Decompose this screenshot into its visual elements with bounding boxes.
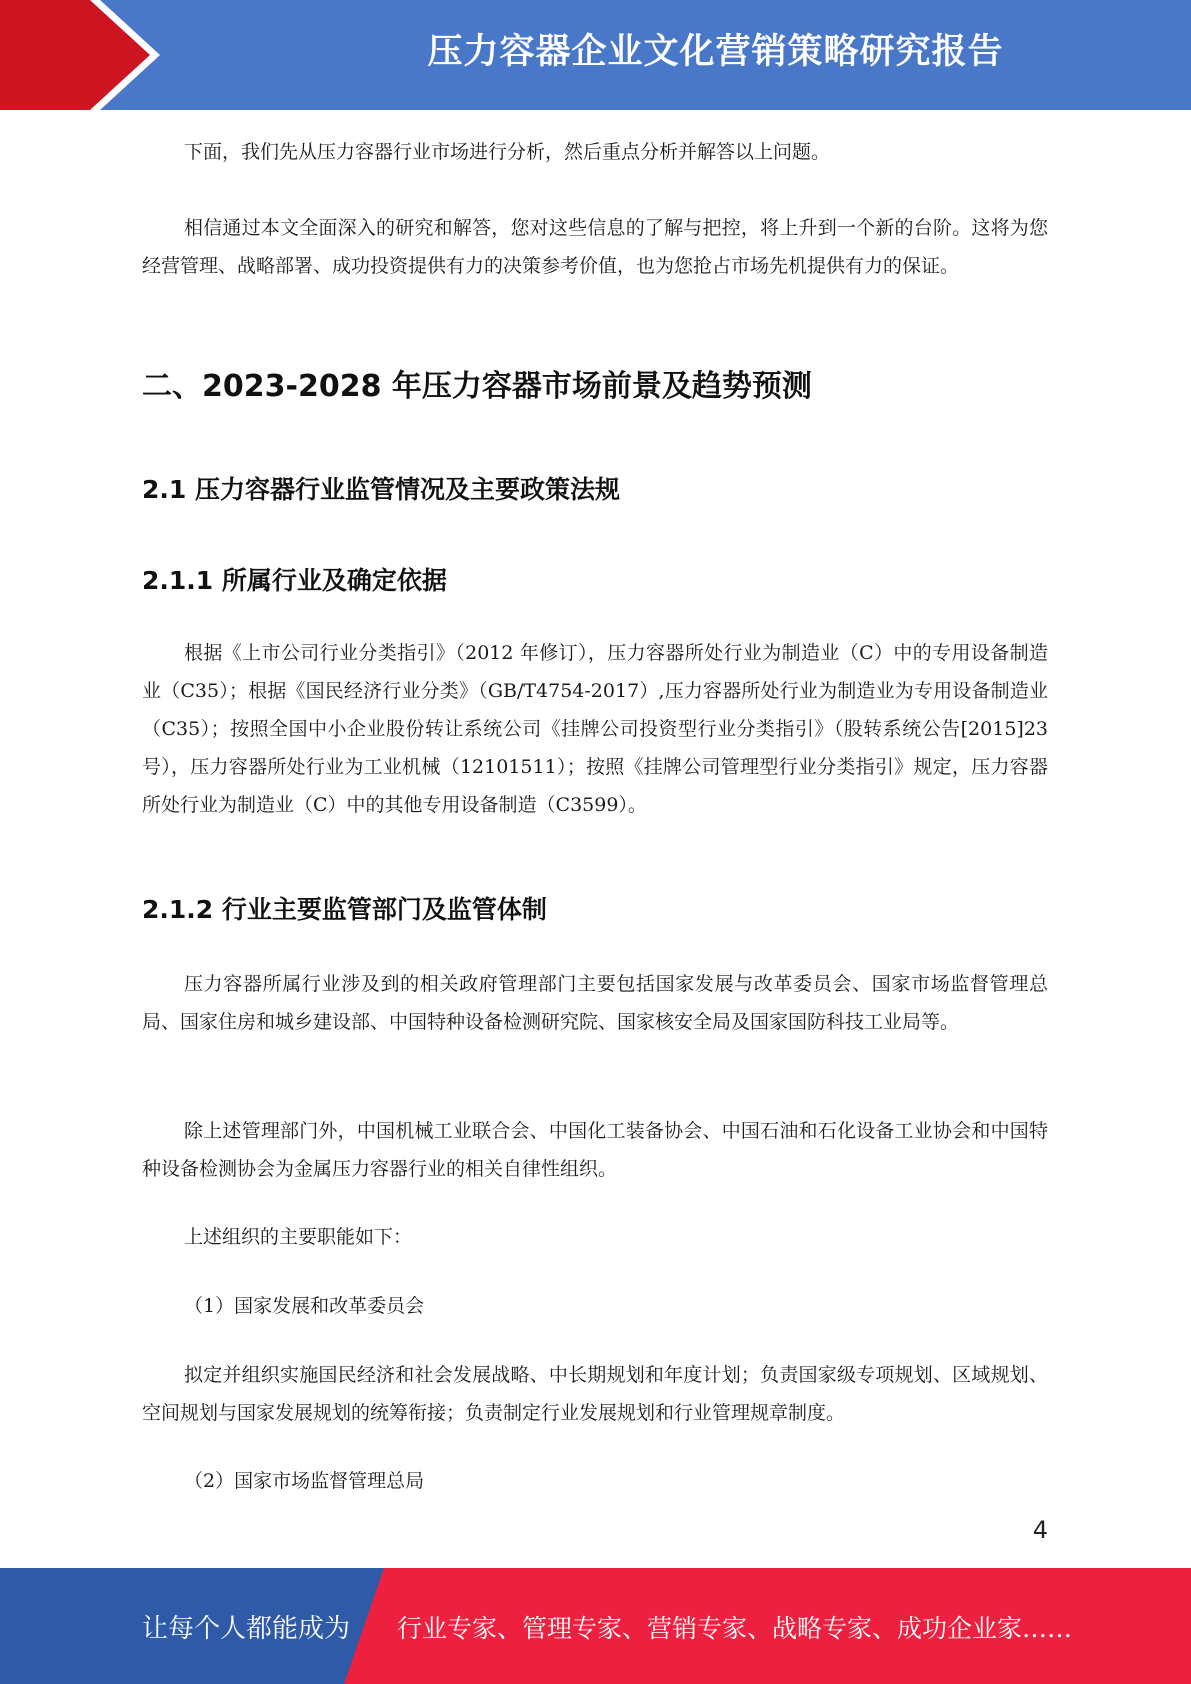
page-number: 4 bbox=[1032, 1516, 1048, 1544]
paragraph-functions-intro: 上述组织的主要职能如下： bbox=[184, 1226, 413, 1248]
footer-banner bbox=[0, 1568, 1191, 1684]
footer-slogan-left: 让每个人都能成为 bbox=[142, 1614, 351, 1644]
section-heading: 二、2023-2028 年压力容器市场前景及趋势预测 bbox=[142, 369, 812, 404]
footer-slogan-right: 行业专家、管理专家、营销专家、战略专家、成功企业家…… bbox=[397, 1614, 1073, 1643]
list-item-ndrc: （1）国家发展和改革委员会 bbox=[184, 1295, 425, 1317]
header-arrow-decoration bbox=[0, 0, 160, 110]
subsection-heading: 2.1 压力容器行业监管情况及主要政策法规 bbox=[142, 475, 620, 504]
paragraph-benefit: 相信通过本文全面深入的研究和解答，您对这些信息的了解与把控，将上升到一个新的台阶。这将为您经营管理、战略部署、成功投资提供有力的决策参考价值，也为您抢占市场先机提供有力的保证。 bbox=[142, 217, 1048, 277]
paragraph-ndrc-duties: 拟定并组织实施国民经济和社会发展战略、中长期规划和年度计划；负责国家级专项规划、区域规划、空间规划与国家发展规划的统筹衔接；负责制定行业发展规划和行业管理规章制度。 bbox=[142, 1364, 1048, 1424]
paragraph-associations: 除上述管理部门外，中国机械工业联合会、中国化工装备协会、中国石油和石化设备工业协会和中国特种设备检测协会为金属压力容器行业的相关自律性组织。 bbox=[142, 1120, 1048, 1180]
paragraph-industry-classification: 根据《上市公司行业分类指引》（2012 年修订），压力容器所处行业为制造业（C）中的专用设备制造业（C35）；根据《国民经济行业分类》（GB/T4754-2017）,压力容器所处行业为制造业为专用设备制造业（C35）；按照全国中小企业股份转让系统公司《挂牌公司投资型行业分类指引》（股转系统公告[2015]23 号），压力容器所处行业为工业机械（12101511）；按照《挂牌公司管理型行业分类指引》规定，压力容器所处行业为制造业（C）中的其他专用设备制造（C3599）。 bbox=[142, 642, 1048, 816]
list-item-samr: （2）国家市场监督管理总局 bbox=[184, 1470, 425, 1492]
subsubsection-heading-industry: 2.1.1 所属行业及确定依据 bbox=[142, 566, 447, 595]
subsubsection-heading-regulators: 2.1.2 行业主要监管部门及监管体制 bbox=[142, 895, 547, 924]
report-title: 压力容器企业文化营销策略研究报告 bbox=[427, 32, 1004, 72]
header-banner bbox=[0, 0, 1191, 110]
paragraph-intro: 下面，我们先从压力容器行业市场进行分析，然后重点分析并解答以上问题。 bbox=[184, 141, 831, 163]
paragraph-regulators: 压力容器所属行业涉及到的相关政府管理部门主要包括国家发展与改革委员会、国家市场监督管理总局、国家住房和城乡建设部、中国特种设备检测研究院、国家核安全局及国家国防科技工业局等。 bbox=[142, 973, 1048, 1033]
